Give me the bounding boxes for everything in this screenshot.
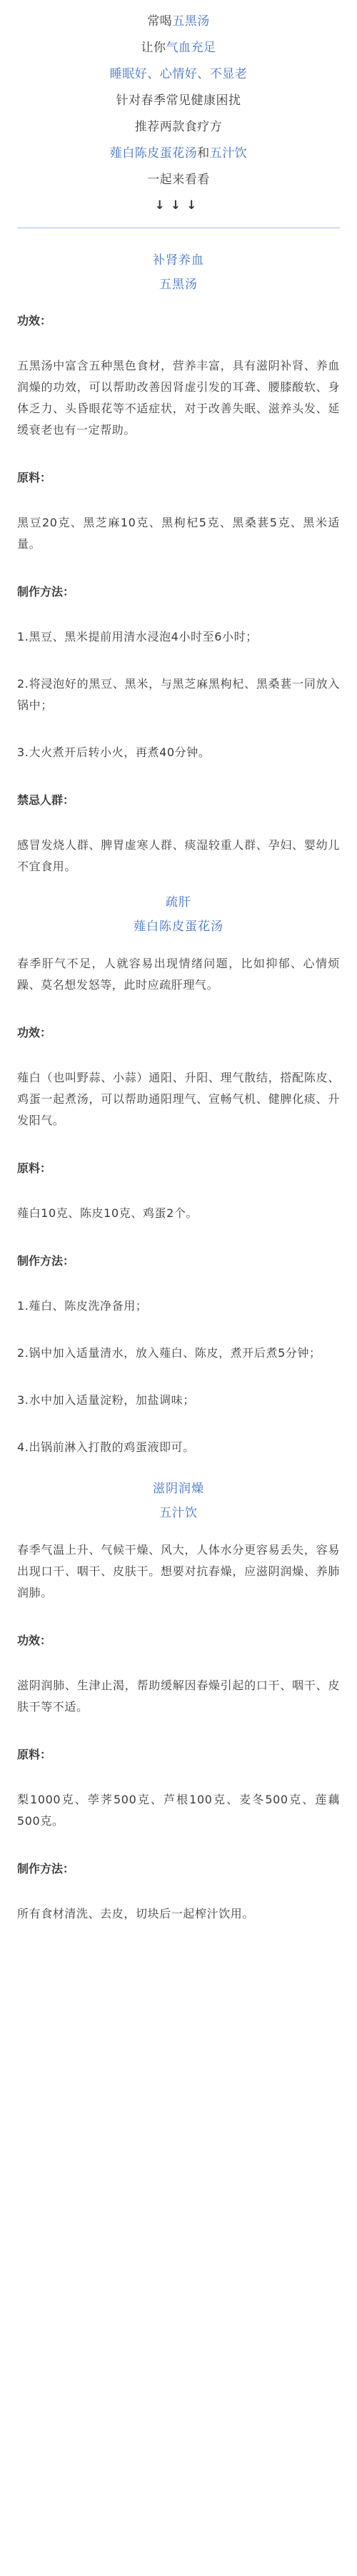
intro-line-2 [17, 35, 340, 61]
section-1-title: 五黑汤 [159, 278, 198, 292]
section-3-effect-text: 滋阴润肺、生津止渴，帮助缓解因春燥引起的口干、咽干、皮肤干等不适。 [17, 1679, 340, 1714]
section-1-header [17, 248, 340, 297]
intro-line-6 [17, 141, 340, 167]
section-1-effect-text: 五黑汤中富含五种黑色食材，营养丰富，具有滋阴补肾、养血润燥的功效，可以帮助改善因肾虚引发的耳聋、腰膝酸软、身体乏力、头昏眼花等不适症状，对于改善失眠、滋养头发、延缓衰老也有一定帮助。 [17, 359, 340, 437]
section-2-step: 1.薤白、陈皮洗净备用； [17, 1299, 148, 1313]
section-2-header [17, 890, 340, 939]
section-3-material-label: 原料： [17, 1748, 52, 1761]
section-1-method-label: 制作方法： [17, 585, 75, 599]
section-2-effect-label: 功效： [17, 1026, 52, 1039]
section-2-title: 薤白陈皮蛋花汤 [134, 920, 223, 934]
intro-line-1 [17, 9, 340, 35]
section-2-kicker: 疏肝 [166, 895, 191, 910]
intro-line-5: 推荐两款食疗方 [134, 120, 223, 134]
section-2-material-text: 薤白10克、陈皮10克、鸡蛋2个。 [17, 1206, 198, 1220]
section-3-method-text: 所有食材清洗、去皮，切块后一起榨汁饮用。 [17, 1907, 255, 1920]
intro-highlight: 五汁饮 [209, 146, 248, 161]
section-1-kicker: 补肾养血 [153, 253, 204, 268]
intro-highlight: 气血充足 [166, 41, 216, 55]
intro-block [17, 0, 340, 218]
section-1-taboo-label: 禁忌人群： [17, 793, 75, 807]
intro-text: 常喝 [147, 14, 173, 29]
intro-highlight: 五黑汤 [172, 14, 210, 29]
section-1-material-text: 黑豆20克、黑芝麻10克、黑枸杞5克、黑桑葚5克、黑米适量。 [17, 516, 340, 551]
section-3-material-text: 梨1000克、荸荠500克、芦根100克、麦冬500克、莲藕500克。 [17, 1793, 340, 1828]
section-3-title: 五汁饮 [159, 1506, 198, 1520]
section-2-step: 4.出锅前淋入打散的鸡蛋液即可。 [17, 1440, 195, 1454]
intro-text: 和 [197, 146, 210, 161]
section-1-material-label: 原料： [17, 471, 52, 484]
section-3-method-label: 制作方法： [17, 1862, 75, 1875]
section-2-material-label: 原料： [17, 1161, 52, 1175]
section-1-effect-label: 功效： [17, 314, 52, 327]
section-1-step: 1.黑豆、黑米提前用清水浸泡4小时至6小时； [17, 630, 258, 643]
section-1-step: 2.将浸泡好的黑豆、黑米，与黑芝麻黑枸杞、黑桑葚一同放入锅中； [17, 677, 340, 712]
section-2-method-label: 制作方法： [17, 1254, 75, 1268]
section-2-step: 3.水中加入适量淀粉，加盐调味； [17, 1393, 195, 1407]
down-arrows-icon: ↓↓↓ [154, 198, 203, 213]
section-3-intro-text: 春季气温上升、气候干燥、风大，人体水分更容易丢失，容易出现口干、咽干、皮肤干。想要对抗春燥，应滋阴润燥、养肺润肺。 [17, 1543, 340, 1599]
section-1-step: 3.大火煮开后转小火，再煮40分钟。 [17, 745, 211, 759]
section-3-kicker: 滋阴润燥 [153, 1482, 204, 1496]
intro-line-4: 针对春季常见健康困扰 [116, 93, 241, 108]
section-2-step: 2.锅中加入适量清水，放入薤白、陈皮，煮开后煮5分钟； [17, 1346, 321, 1360]
section-1-taboo-text: 感冒发烧人群、脾胃虚寒人群、痰湿较重人群、孕妇、婴幼儿不宜食用。 [17, 838, 340, 873]
intro-highlight: 薤白陈皮蛋花汤 [109, 146, 198, 161]
section-2-intro-text: 春季肝气不足，人就容易出现情绪问题，比如抑郁、心情烦躁、莫名想发怒等，此时应疏肝理气。 [17, 957, 340, 992]
section-3-header [17, 1477, 340, 1525]
intro-text: 让你 [141, 41, 166, 55]
intro-line-7: 一起来看看 [147, 173, 210, 187]
section-3-effect-label: 功效： [17, 1634, 52, 1647]
section-2-effect-text: 薤白（也叫野蒜、小蒜）通阳、升阳、理气散结，搭配陈皮、鸡蛋一起煮汤，可以帮助通阳理气、宣畅气机、健脾化痰、升发阳气。 [17, 1071, 340, 1127]
intro-line-3: 睡眠好、心情好、不显老 [109, 67, 248, 81]
